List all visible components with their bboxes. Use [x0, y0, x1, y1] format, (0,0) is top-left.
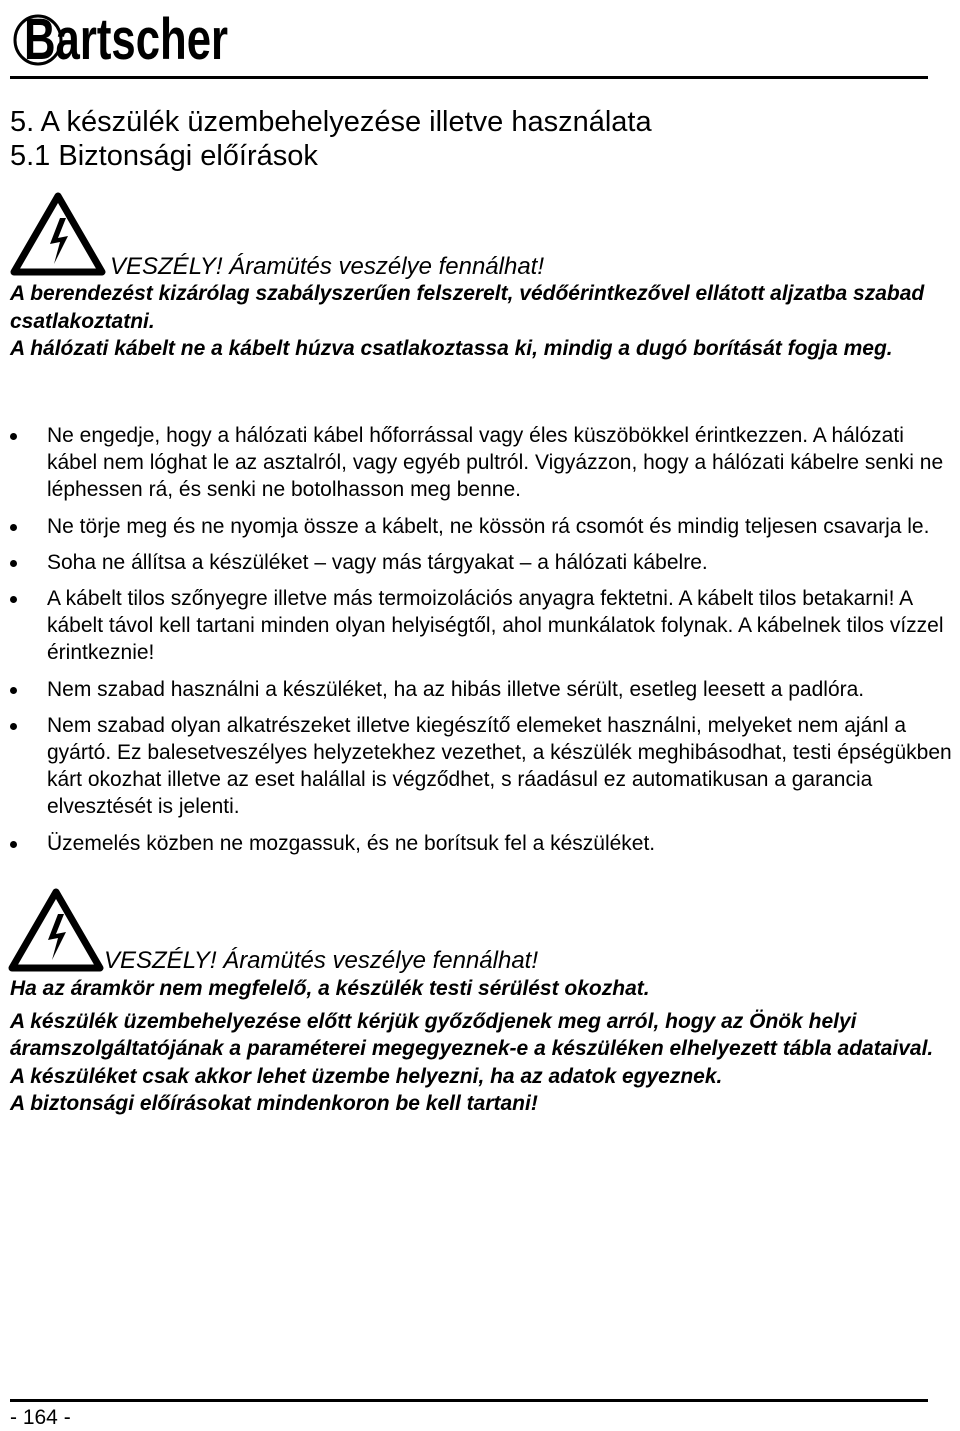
brand-name: Bartscher [24, 7, 228, 72]
bullet-icon [10, 433, 17, 440]
bullet-icon [10, 723, 17, 730]
list-item [10, 830, 958, 857]
page-number: - 164 - [10, 1406, 71, 1429]
list-item-text: Soha ne állítsa a készüléket – vagy más tárgyakat – a hálózati kábelre. [47, 550, 708, 574]
warning-line: A biztonsági előírásokat mindenkoron be kell tartani! [10, 1092, 538, 1115]
list-item-text: Ne engedje, hogy a hálózati kábel hőforrással vagy éles küszöbökkel érintkezzen. A hálózati kábel nem lóghat le az asztalról, vagy egyéb pultról. Vigyázzon, hogy a hálózati kábelre senki ne léphessen rá, és senki ne botolhasson meg benne. [47, 424, 944, 502]
list-item-text: Nem szabad olyan alkatrészeket illetve kiegészítő elemeket használni, melyeket nem ajánl a gyártó. Ez balesetveszélyes helyzetekhez vezethet, a készülék meghibásodhat, testi épségükben kárt okozhat illetve az eset halállal is végződhet, s ráadásul ez automatikusan a garancia elvesztését is jelenti. [47, 713, 952, 819]
bullet-icon [10, 560, 17, 567]
section-heading: 5. A készülék üzembehelyezése illetve használata [10, 106, 652, 138]
safety-bullet-list [10, 422, 958, 866]
list-item [10, 422, 958, 504]
list-item [10, 585, 958, 667]
warning-line: A készülék üzembehelyezése előtt kérjük győződjenek meg arról, hogy az Önök helyi áramszolgáltatójának a paraméterei megegyeznek-e a készüléken elhelyezett tábla adataival. [10, 1009, 934, 1060]
list-item-text: Nem szabad használni a készüléket, ha az hibás illetve sérült, esetleg leesett a padlóra. [47, 677, 865, 701]
warning-line: A berendezést kizárólag szabályszerűen felszerelt, védőérintkezővel ellátott aljzatba szabad csatlakoztatni. [10, 282, 925, 333]
list-item [10, 513, 958, 540]
list-item-text: Üzemelés közben ne mozgassuk, és ne borítsuk fel a készüléket. [47, 831, 656, 855]
warning-line: A készüléket csak akkor lehet üzembe helyezni, ha az adatok egyeznek. [10, 1064, 723, 1088]
list-item [10, 676, 958, 703]
bullet-icon [10, 524, 17, 531]
subsection-heading: 5.1 Biztonsági előírások [10, 140, 318, 172]
warning-title: VESZÉLY! Áramütés veszélye fennálhat! [104, 947, 539, 974]
high-voltage-warning-icon [10, 192, 106, 276]
list-item [10, 712, 958, 821]
footer-rule [10, 1399, 928, 1402]
high-voltage-warning-icon [8, 888, 104, 972]
list-item [10, 549, 958, 576]
warning-title: VESZÉLY! Áramütés veszélye fennálhat! [110, 253, 545, 280]
list-item-text: A kábelt tilos szőnyegre illetve más termoizolációs anyagra fektetni. A kábelt tilos betakarni! A kábelt távol kell tartani minden olyan helyiségtől, ahol munkálatok folynak. A kábelnek tilos vízzel érintkeznie! [47, 587, 944, 665]
list-item-text: Ne törje meg és ne nyomja össze a kábelt, ne kössön rá csomót és mindig teljesen csavarja le. [47, 514, 930, 538]
warning-line: Ha az áramkör nem megfelelő, a készülék testi sérülést okozhat. [10, 977, 650, 1000]
bullet-icon [10, 841, 17, 848]
header-rule [10, 76, 928, 79]
bullet-icon [10, 596, 17, 603]
warning-line: A hálózati kábelt ne a kábelt húzva csatlakoztassa ki, mindig a dugó borítását fogja meg. [10, 337, 893, 360]
bartscher-logo [12, 4, 232, 70]
warning-text-block [10, 975, 940, 1118]
bullet-icon [10, 687, 17, 694]
warning-text-block [10, 280, 940, 363]
